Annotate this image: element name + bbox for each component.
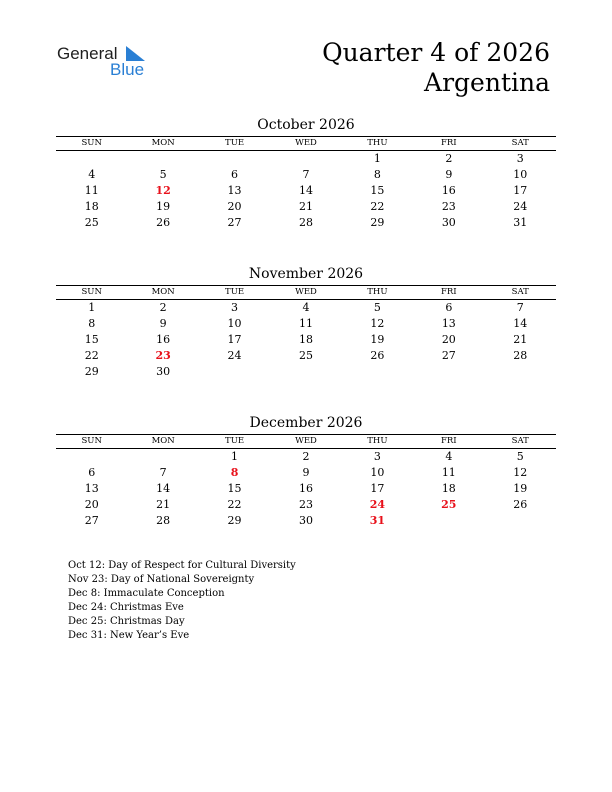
day-cell: 2 xyxy=(445,152,453,165)
holiday-day-cell: 25 xyxy=(441,498,457,511)
day-cell: 10 xyxy=(370,466,385,479)
holiday-day-cell: 12 xyxy=(155,184,171,197)
weekday-label: WED xyxy=(295,287,317,297)
day-cell: 9 xyxy=(302,466,310,479)
day-cell: 5 xyxy=(516,450,524,463)
day-cell: 14 xyxy=(513,317,528,330)
day-cell: 26 xyxy=(370,349,385,362)
day-cell: 1 xyxy=(88,301,96,314)
holiday-day-cell: 31 xyxy=(369,514,386,527)
weekday-label: TUE xyxy=(225,436,245,446)
holiday-note: Nov 23: Day of National Sovereignty xyxy=(68,574,255,585)
day-cell: 28 xyxy=(298,216,313,229)
day-cell: 3 xyxy=(516,152,524,165)
day-cell: 6 xyxy=(445,301,453,314)
day-cell: 9 xyxy=(445,168,453,181)
day-cell: 19 xyxy=(156,200,171,213)
weekday-label: TUE xyxy=(225,138,245,148)
day-cell: 13 xyxy=(441,317,456,330)
day-cell: 28 xyxy=(513,349,528,362)
day-cell: 20 xyxy=(441,333,456,346)
holiday-note: Dec 25: Christmas Day xyxy=(68,616,185,627)
empty-day-cell xyxy=(127,449,198,465)
day-cell: 21 xyxy=(513,333,528,346)
week-row xyxy=(56,316,556,332)
empty-day-cell xyxy=(270,364,341,380)
day-cell: 7 xyxy=(159,466,167,479)
weekday-label: FRI xyxy=(440,436,457,446)
day-cell: 22 xyxy=(370,200,385,213)
week-row xyxy=(56,183,556,199)
weekday-header xyxy=(56,285,556,300)
month-title: November 2026 xyxy=(248,266,364,282)
day-cell: 9 xyxy=(159,317,167,330)
weekday-header xyxy=(56,434,556,449)
weekday-label: WED xyxy=(295,138,317,148)
holiday-notes xyxy=(68,559,296,643)
weekday-label: SUN xyxy=(81,138,102,148)
page-title xyxy=(322,38,550,98)
weekday-label: MON xyxy=(151,287,175,297)
week-row xyxy=(56,465,556,481)
day-cell: 25 xyxy=(84,216,99,229)
week-row xyxy=(56,151,556,167)
empty-day-cell xyxy=(56,449,127,465)
week-row xyxy=(56,348,556,364)
day-cell: 23 xyxy=(298,498,313,511)
day-cell: 18 xyxy=(84,200,99,213)
day-cell: 25 xyxy=(298,349,313,362)
weekday-label: MON xyxy=(151,436,175,446)
week-row xyxy=(56,481,556,497)
day-cell: 3 xyxy=(373,450,381,463)
empty-day-cell xyxy=(485,513,556,529)
day-cell: 27 xyxy=(441,349,456,362)
week-row xyxy=(56,215,556,231)
day-cell: 15 xyxy=(370,184,385,197)
day-cell: 20 xyxy=(227,200,242,213)
day-cell: 4 xyxy=(88,168,96,181)
day-cell: 12 xyxy=(370,317,385,330)
week-row xyxy=(56,199,556,215)
weekday-label: WED xyxy=(295,436,317,446)
day-cell: 19 xyxy=(370,333,385,346)
day-cell: 4 xyxy=(445,450,453,463)
logo-general-text: General xyxy=(57,44,118,63)
country-title: Argentina xyxy=(424,68,550,97)
day-cell: 22 xyxy=(84,349,99,362)
day-cell: 13 xyxy=(84,482,99,495)
day-cell: 11 xyxy=(298,317,313,330)
week-row xyxy=(56,300,556,316)
day-cell: 7 xyxy=(516,301,524,314)
month-november xyxy=(56,265,556,380)
day-cell: 21 xyxy=(156,498,171,511)
day-cell: 14 xyxy=(156,482,171,495)
empty-day-cell xyxy=(413,364,484,380)
day-cell: 15 xyxy=(84,333,99,346)
day-cell: 12 xyxy=(513,466,528,479)
day-cell: 27 xyxy=(84,514,99,527)
day-cell: 29 xyxy=(84,365,99,378)
holiday-note: Dec 8: Immaculate Conception xyxy=(68,588,225,599)
day-cell: 17 xyxy=(513,184,528,197)
empty-day-cell xyxy=(56,151,127,167)
day-cell: 16 xyxy=(298,482,313,495)
quarter-title: Quarter 4 of 2026 xyxy=(322,38,550,67)
weekday-label: TUE xyxy=(225,287,245,297)
holiday-day-cell: 24 xyxy=(369,498,386,511)
day-cell: 24 xyxy=(513,200,528,213)
day-cell: 6 xyxy=(231,168,239,181)
weekday-label: THU xyxy=(367,287,388,297)
day-cell: 29 xyxy=(227,514,242,527)
day-cell: 11 xyxy=(84,184,99,197)
day-cell: 16 xyxy=(156,333,171,346)
day-cell: 17 xyxy=(370,482,385,495)
day-cell: 30 xyxy=(441,216,456,229)
empty-day-cell xyxy=(342,364,413,380)
day-cell: 8 xyxy=(88,317,96,330)
week-row xyxy=(56,167,556,183)
day-cell: 16 xyxy=(441,184,456,197)
day-cell: 2 xyxy=(159,301,167,314)
day-cell: 17 xyxy=(227,333,242,346)
week-row xyxy=(56,513,556,529)
week-row xyxy=(56,332,556,348)
day-cell: 26 xyxy=(513,498,528,511)
day-cell: 22 xyxy=(227,498,242,511)
weekday-label: FRI xyxy=(440,287,457,297)
day-cell: 24 xyxy=(227,349,242,362)
month-october xyxy=(56,116,556,231)
holiday-day-cell: 8 xyxy=(230,466,239,479)
day-cell: 30 xyxy=(298,514,313,527)
day-cell: 29 xyxy=(370,216,385,229)
logo xyxy=(57,44,167,82)
day-cell: 15 xyxy=(227,482,242,495)
day-cell: 1 xyxy=(231,450,239,463)
day-cell: 8 xyxy=(373,168,381,181)
day-cell: 13 xyxy=(227,184,242,197)
weekday-label: THU xyxy=(367,436,388,446)
holiday-note: Oct 12: Day of Respect for Cultural Diversity xyxy=(68,560,296,571)
week-row xyxy=(56,364,556,380)
day-cell: 3 xyxy=(231,301,239,314)
empty-day-cell xyxy=(199,151,270,167)
day-cell: 14 xyxy=(298,184,313,197)
weekday-label: SUN xyxy=(81,436,102,446)
day-cell: 27 xyxy=(227,216,242,229)
day-cell: 31 xyxy=(513,216,528,229)
holiday-note: Dec 31: New Year’s Eve xyxy=(68,630,190,641)
day-cell: 4 xyxy=(302,301,310,314)
day-cell: 18 xyxy=(298,333,313,346)
month-title: October 2026 xyxy=(257,117,355,133)
day-cell: 10 xyxy=(227,317,242,330)
month-december xyxy=(56,414,556,529)
weekday-label: SAT xyxy=(511,138,529,148)
holiday-day-cell: 23 xyxy=(155,349,171,362)
weekday-label: THU xyxy=(367,138,388,148)
week-row xyxy=(56,497,556,513)
day-cell: 23 xyxy=(441,200,456,213)
month-grid xyxy=(56,449,556,529)
day-cell: 19 xyxy=(513,482,528,495)
logo-blue-text: Blue xyxy=(110,60,145,79)
day-cell: 20 xyxy=(84,498,99,511)
day-cell: 30 xyxy=(156,365,171,378)
weekday-label: FRI xyxy=(440,138,457,148)
month-grid xyxy=(56,300,556,380)
empty-day-cell xyxy=(199,364,270,380)
month-grid xyxy=(56,151,556,231)
empty-day-cell xyxy=(270,151,341,167)
empty-day-cell xyxy=(127,151,198,167)
holiday-note: Dec 24: Christmas Eve xyxy=(68,602,184,613)
month-title: December 2026 xyxy=(249,415,363,431)
weekday-label: MON xyxy=(151,138,175,148)
day-cell: 5 xyxy=(159,168,167,181)
day-cell: 6 xyxy=(88,466,96,479)
day-cell: 1 xyxy=(373,152,381,165)
day-cell: 10 xyxy=(513,168,528,181)
week-row xyxy=(56,449,556,465)
weekday-header xyxy=(56,136,556,151)
day-cell: 18 xyxy=(441,482,456,495)
day-cell: 2 xyxy=(302,450,310,463)
empty-day-cell xyxy=(485,364,556,380)
weekday-label: SAT xyxy=(511,287,529,297)
day-cell: 5 xyxy=(373,301,381,314)
day-cell: 21 xyxy=(298,200,313,213)
day-cell: 28 xyxy=(156,514,171,527)
weekday-label: SAT xyxy=(511,436,529,446)
weekday-label: SUN xyxy=(81,287,102,297)
day-cell: 7 xyxy=(302,168,310,181)
empty-day-cell xyxy=(413,513,484,529)
day-cell: 26 xyxy=(156,216,171,229)
day-cell: 11 xyxy=(441,466,456,479)
